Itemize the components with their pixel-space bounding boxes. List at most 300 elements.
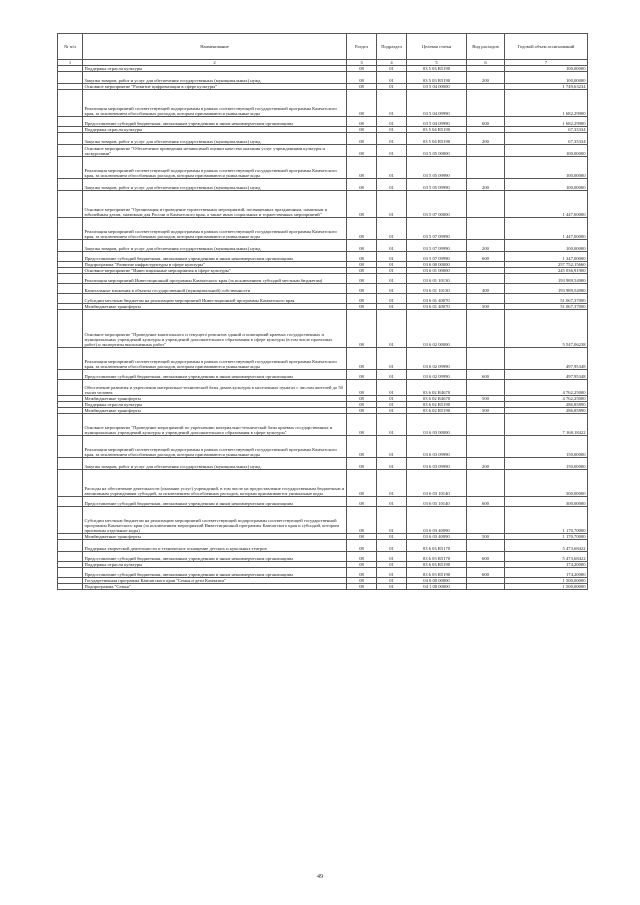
row-target-article-cell: 03 6 03 10140: [407, 470, 467, 497]
row-amount-cell: 1 682,29900: [505, 90, 588, 117]
column-index: 7: [505, 60, 588, 66]
row-number-cell: [58, 294, 83, 304]
row-amount-cell: 174,20000: [505, 568, 588, 578]
row-subsection-cell: 01: [377, 117, 407, 127]
row-subsection-cell: 01: [377, 310, 407, 348]
row-section-cell: 08: [347, 507, 377, 534]
row-target-article-cell: 03 6 02 09990: [407, 348, 467, 370]
row-amount-cell: 245 036,91900: [505, 268, 588, 274]
row-name-cell: Основное мероприятие "Развитие цифровизации в сфере культуры": [83, 84, 347, 90]
table-row: [58, 380, 588, 396]
row-name-cell: Предоставление субсидий бюджетным, автономным учреждениям и иным некоммерческим организациям: [83, 497, 347, 507]
row-number-cell: [58, 458, 83, 470]
table-row: [58, 72, 588, 84]
row-expense-type-cell: [467, 414, 505, 436]
row-subsection-cell: 01: [377, 540, 407, 552]
row-section-cell: 08: [347, 370, 377, 380]
row-amount-cell: 1 447,00000: [505, 191, 588, 218]
row-section-cell: 08: [347, 578, 377, 584]
row-amount-cell: 150,00000: [505, 436, 588, 458]
row-subsection-cell: 01: [377, 133, 407, 145]
row-target-article-cell: 03 5 05 09990: [407, 157, 467, 179]
row-number-cell: [58, 568, 83, 578]
row-number-cell: [58, 497, 83, 507]
row-target-article-cell: 03 6 02 R4670: [407, 396, 467, 402]
row-subsection-cell: 01: [377, 304, 407, 310]
row-subsection-cell: 01: [377, 284, 407, 294]
table-row: [58, 436, 588, 458]
row-subsection-cell: 01: [377, 84, 407, 90]
column-header-expense-type: Вид расходов: [467, 34, 505, 60]
row-expense-type-cell: 200: [467, 72, 505, 84]
table-row: [58, 552, 588, 562]
row-amount-cell: 100,00000: [505, 240, 588, 252]
row-section-cell: 08: [347, 396, 377, 402]
row-name-cell: Расходы на обеспечение деятельности (оказание услуг) учреждений, в том числе на предоставление государственным бюджетным и автономным учреждениям субсидий, за исключением обособленных расходов, которым присваиваются уникальные коды: [83, 470, 347, 497]
row-expense-type-cell: [467, 470, 505, 497]
row-number-cell: [58, 179, 83, 191]
table-row: [58, 117, 588, 127]
row-subsection-cell: 01: [377, 274, 407, 284]
row-subsection-cell: 01: [377, 402, 407, 408]
row-section-cell: 08: [347, 304, 377, 310]
row-subsection-cell: 01: [377, 414, 407, 436]
row-target-article-cell: 03 6 03 09990: [407, 436, 467, 458]
row-target-article-cell: 03 5 07 00000: [407, 191, 467, 218]
row-amount-cell: 1 749,63234: [505, 84, 588, 90]
row-number-cell: [58, 552, 83, 562]
row-number-cell: [58, 284, 83, 294]
row-expense-type-cell: [467, 310, 505, 348]
row-amount-cell: 300,00000: [505, 497, 588, 507]
row-subsection-cell: 01: [377, 348, 407, 370]
row-section-cell: 08: [347, 72, 377, 84]
row-name-cell: Государственная программа Камчатского края "Семья и дети Камчатки": [83, 578, 347, 584]
row-expense-type-cell: [467, 191, 505, 218]
row-amount-cell: 1 500,00000: [505, 578, 588, 584]
row-subsection-cell: 01: [377, 72, 407, 84]
row-expense-type-cell: [467, 157, 505, 179]
row-subsection-cell: 01: [377, 534, 407, 540]
row-section-cell: 08: [347, 568, 377, 578]
row-subsection-cell: 01: [377, 252, 407, 262]
column-index: 3: [347, 60, 377, 66]
row-section-cell: 08: [347, 90, 377, 117]
row-number-cell: [58, 370, 83, 380]
row-section-cell: 08: [347, 127, 377, 133]
row-name-cell: Поддержка отрасли культуры: [83, 402, 347, 408]
row-target-article-cell: 03 6 01 10130: [407, 284, 467, 294]
row-subsection-cell: 01: [377, 240, 407, 252]
row-section-cell: 08: [347, 218, 377, 240]
table-row: [58, 284, 588, 294]
row-expense-type-cell: 600: [467, 552, 505, 562]
row-target-article-cell: 03 6 01 40070: [407, 304, 467, 310]
table-body: [58, 66, 588, 590]
row-target-article-cell: 03 6 01 00000: [407, 268, 467, 274]
table-row: [58, 240, 588, 252]
row-name-cell: Поддержка отрасли культуры: [83, 66, 347, 72]
row-target-article-cell: 03 6 02 00000: [407, 310, 467, 348]
row-target-article-cell: 03 6 03 10140: [407, 497, 467, 507]
table-row: [58, 90, 588, 117]
row-expense-type-cell: 600: [467, 117, 505, 127]
row-section-cell: 08: [347, 268, 377, 274]
row-target-article-cell: 03 5 03 R5190: [407, 72, 467, 84]
row-section-cell: 08: [347, 145, 377, 157]
row-amount-cell: 1 682,29900: [505, 117, 588, 127]
row-expense-type-cell: 600: [467, 370, 505, 380]
row-target-article-cell: 03 6 02 R4670: [407, 380, 467, 396]
row-number-cell: [58, 470, 83, 497]
row-number-cell: [58, 72, 83, 84]
row-number-cell: [58, 414, 83, 436]
table-header-row: [58, 34, 588, 60]
row-section-cell: 08: [347, 402, 377, 408]
row-section-cell: 08: [347, 534, 377, 540]
table-row: [58, 157, 588, 179]
row-number-cell: [58, 191, 83, 218]
row-expense-type-cell: [467, 294, 505, 304]
row-expense-type-cell: 600: [467, 497, 505, 507]
row-amount-cell: 1 447,00000: [505, 218, 588, 240]
row-expense-type-cell: [467, 90, 505, 117]
row-subsection-cell: 01: [377, 127, 407, 133]
column-header-subsection: Подраздел: [377, 34, 407, 60]
table-row: [58, 568, 588, 578]
row-target-article-cell: 03 5 04 09990: [407, 117, 467, 127]
column-header-section: Раздел: [347, 34, 377, 60]
row-name-cell: Реализация мероприятий соответствующей подпрограммы в рамках соответствующей государственной программы Камчатского края, за исключением обособленных расходов, которым присваиваются уникальные коды: [83, 90, 347, 117]
row-amount-cell: 67,33334: [505, 127, 588, 133]
row-expense-type-cell: [467, 348, 505, 370]
row-subsection-cell: 01: [377, 380, 407, 396]
row-name-cell: Поддержка отрасли культуры: [83, 562, 347, 568]
row-amount-cell: 4 762,25000: [505, 380, 588, 396]
row-number-cell: [58, 157, 83, 179]
row-expense-type-cell: 600: [467, 252, 505, 262]
row-section-cell: 08: [347, 497, 377, 507]
row-subsection-cell: 01: [377, 90, 407, 117]
row-name-cell: Подпрограмма "Семья": [83, 584, 347, 590]
row-section-cell: 08: [347, 584, 377, 590]
row-subsection-cell: 01: [377, 396, 407, 402]
column-header-target-article: Целевая статья: [407, 34, 467, 60]
row-expense-type-cell: [467, 436, 505, 458]
row-name-cell: Поддержка отрасли культуры: [83, 127, 347, 133]
row-subsection-cell: 01: [377, 497, 407, 507]
row-target-article-cell: 03 5 07 09990: [407, 252, 467, 262]
row-name-cell: Основное мероприятие "Обеспечение проведения независимой оценки качества оказания услуг учреждениями культуры и экскурсиями": [83, 145, 347, 157]
row-name-cell: Реализация мероприятий соответствующей подпрограммы в рамках соответствующей государственной программы Камчатского края, за исключением обособленных расходов, которым присваиваются уникальные коды: [83, 218, 347, 240]
row-expense-type-cell: 200: [467, 133, 505, 145]
row-number-cell: [58, 274, 83, 284]
row-expense-type-cell: 600: [467, 568, 505, 578]
column-index: 1: [58, 60, 83, 66]
table-row: [58, 191, 588, 218]
row-expense-type-cell: [467, 145, 505, 157]
row-name-cell: Подпрограмма "Развитие инфраструктуры в сфере культуры": [83, 262, 347, 268]
table-row: [58, 310, 588, 348]
row-amount-cell: 497,95348: [505, 370, 588, 380]
row-number-cell: [58, 218, 83, 240]
row-section-cell: 08: [347, 294, 377, 304]
row-amount-cell: 286,85890: [505, 408, 588, 414]
column-header-number: № п/п: [58, 34, 83, 60]
row-subsection-cell: 01: [377, 370, 407, 380]
row-target-article-cell: 03 6 01 10130: [407, 274, 467, 284]
table-row: [58, 145, 588, 157]
row-expense-type-cell: 500: [467, 396, 505, 402]
row-section-cell: 08: [347, 436, 377, 458]
row-expense-type-cell: [467, 507, 505, 534]
row-name-cell: Межбюджетные трансферты: [83, 304, 347, 310]
budget-table: [57, 33, 588, 590]
row-subsection-cell: 01: [377, 470, 407, 497]
row-subsection-cell: 01: [377, 562, 407, 568]
row-name-cell: Закупка товаров, работ и услуг для обеспечения государственных (муниципальных) нужд: [83, 72, 347, 84]
table-row: [58, 507, 588, 534]
row-target-article-cell: 03 5 03 R5190: [407, 66, 467, 72]
row-number-cell: [58, 380, 83, 396]
row-subsection-cell: 01: [377, 218, 407, 240]
row-subsection-cell: 01: [377, 268, 407, 274]
row-name-cell: Предоставление субсидий бюджетным, автономным учреждениям и иным некоммерческим организациям: [83, 552, 347, 562]
row-name-cell: Реализация мероприятий соответствующей подпрограммы в рамках соответствующей государственной программы Камчатского края, за исключением обособленных расходов, которым присваиваются уникальные коды: [83, 348, 347, 370]
row-section-cell: 08: [347, 191, 377, 218]
row-subsection-cell: 01: [377, 436, 407, 458]
row-name-cell: Закупка товаров, работ и услуг для обеспечения государственных (муниципальных) нужд: [83, 240, 347, 252]
row-expense-type-cell: [467, 274, 505, 284]
row-name-cell: Основное мероприятие "Проведение капитального и текущего ремонтов зданий и помещений краевых государственных и муниципальных учреждений культуры и учреждений дополнительного образования в сфере культуры (в том числе проектных работ) и экспертизы выполненных работ": [83, 310, 347, 348]
row-number-cell: [58, 310, 83, 348]
row-expense-type-cell: 500: [467, 534, 505, 540]
row-name-cell: Основное мероприятие "Проведение мероприятий по укреплению материально-технической базы краевых государственных и муниципальных учреждений культуры и учреждений дополнительного образования в сфере культуры": [83, 414, 347, 436]
table-row: [58, 179, 588, 191]
page-number: 49: [317, 874, 323, 880]
row-number-cell: [58, 240, 83, 252]
row-amount-cell: 100,00000: [505, 72, 588, 84]
row-expense-type-cell: 500: [467, 304, 505, 310]
row-name-cell: Капитальные вложения в объекты государственной (муниципальной) собственности: [83, 284, 347, 294]
row-section-cell: 08: [347, 284, 377, 294]
row-name-cell: Закупка товаров, работ и услуг для обеспечения государственных (муниципальных) нужд: [83, 179, 347, 191]
column-header-annual-amount: Годовой объем ассигнований: [505, 34, 588, 60]
row-target-article-cell: 03 6 03 40090: [407, 507, 467, 534]
row-amount-cell: 1 500,00000: [505, 584, 588, 590]
row-amount-cell: 193 989,54900: [505, 274, 588, 284]
row-target-article-cell: 03 6 02 09990: [407, 370, 467, 380]
row-subsection-cell: 01: [377, 584, 407, 590]
row-number-cell: [58, 145, 83, 157]
row-section-cell: 08: [347, 414, 377, 436]
row-target-article-cell: 03 5 04 09990: [407, 90, 467, 117]
row-number-cell: [58, 90, 83, 117]
row-amount-cell: 7 168,18422: [505, 414, 588, 436]
row-expense-type-cell: 400: [467, 284, 505, 294]
row-number-cell: [58, 348, 83, 370]
table-row: [58, 470, 588, 497]
row-expense-type-cell: 200: [467, 458, 505, 470]
row-number-cell: [58, 252, 83, 262]
row-amount-cell: 300,00000: [505, 470, 588, 497]
row-name-cell: Основное мероприятие "Организация и проведение торжественных мероприятий, посвященных праздничным, памятным и юбилейным датам, значимым для России и Камчатского края, а также иных социальных и торжественных мероприятий": [83, 191, 347, 218]
table-row: [58, 252, 588, 262]
row-section-cell: 08: [347, 552, 377, 562]
table-row: [58, 133, 588, 145]
row-section-cell: 08: [347, 470, 377, 497]
row-amount-cell: 4 762,25000: [505, 396, 588, 402]
row-subsection-cell: 01: [377, 294, 407, 304]
row-section-cell: 08: [347, 274, 377, 284]
row-subsection-cell: 01: [377, 552, 407, 562]
row-section-cell: 08: [347, 84, 377, 90]
row-expense-type-cell: 200: [467, 240, 505, 252]
row-subsection-cell: 01: [377, 568, 407, 578]
row-number-cell: [58, 584, 83, 590]
row-subsection-cell: 01: [377, 157, 407, 179]
row-target-article-cell: 03 5 04 R5190: [407, 133, 467, 145]
row-subsection-cell: 01: [377, 145, 407, 157]
row-amount-cell: 5 547,06238: [505, 310, 588, 348]
column-index: 4: [377, 60, 407, 66]
row-name-cell: Поддержка творческой деятельности и техническое оснащение детских и кукольных театров: [83, 540, 347, 552]
row-target-article-cell: 04 0 00 00000: [407, 578, 467, 584]
row-subsection-cell: 01: [377, 578, 407, 584]
row-amount-cell: 100,00000: [505, 66, 588, 72]
row-section-cell: 08: [347, 179, 377, 191]
row-amount-cell: 286,85890: [505, 402, 588, 408]
column-header-name: Наименование: [83, 34, 347, 60]
column-index: 2: [83, 60, 347, 66]
row-target-article-cell: 03 6 00 00000: [407, 262, 467, 268]
row-name-cell: Закупка товаров, работ и услуг для обеспечения государственных (муниципальных) нужд: [83, 133, 347, 145]
row-amount-cell: 100,00000: [505, 179, 588, 191]
row-amount-cell: 5 473,68422: [505, 540, 588, 552]
table-row: [58, 414, 588, 436]
table-row: [58, 458, 588, 470]
row-section-cell: 08: [347, 310, 377, 348]
row-section-cell: 08: [347, 262, 377, 268]
row-name-cell: Предоставление субсидий бюджетным, автономным учреждениям и иным некоммерческим организациям: [83, 252, 347, 262]
row-section-cell: 08: [347, 458, 377, 470]
row-name-cell: Реализация мероприятий соответствующей подпрограммы в рамках соответствующей государственной программы Камчатского края, за исключением обособленных расходов, которым присваиваются уникальные коды: [83, 436, 347, 458]
row-target-article-cell: 04 1 00 00000: [407, 584, 467, 590]
row-target-article-cell: 03 5 07 09990: [407, 240, 467, 252]
row-name-cell: Межбюджетные трансферты: [83, 534, 347, 540]
row-section-cell: 08: [347, 66, 377, 72]
row-target-article-cell: 03 5 04 R5190: [407, 127, 467, 133]
row-expense-type-cell: [467, 218, 505, 240]
row-amount-cell: 174,20000: [505, 562, 588, 568]
row-name-cell: Межбюджетные трансферты: [83, 396, 347, 402]
row-section-cell: 08: [347, 380, 377, 396]
row-name-cell: Предоставление субсидий бюджетным, автономным учреждениям и иным некоммерческим организациям: [83, 370, 347, 380]
row-name-cell: Обеспечение развития и укрепления материально-технической базы домов культуры в населенных пунктах с числом жителей до 50 тысяч человек: [83, 380, 347, 396]
row-target-article-cell: 03 6 03 R5170: [407, 540, 467, 552]
row-target-article-cell: 03 6 03 R5190: [407, 568, 467, 578]
row-subsection-cell: 01: [377, 458, 407, 470]
row-target-article-cell: 03 5 04 00000: [407, 84, 467, 90]
row-expense-type-cell: [467, 540, 505, 552]
row-expense-type-cell: [467, 380, 505, 396]
row-subsection-cell: 01: [377, 408, 407, 414]
row-section-cell: 08: [347, 133, 377, 145]
table-row: [58, 540, 588, 552]
row-target-article-cell: 03 6 03 00000: [407, 414, 467, 436]
row-amount-cell: 100,00000: [505, 157, 588, 179]
row-subsection-cell: 01: [377, 262, 407, 268]
row-amount-cell: 51 067,37000: [505, 304, 588, 310]
row-target-article-cell: 03 6 03 R5190: [407, 562, 467, 568]
row-target-article-cell: 03 6 02 R5190: [407, 402, 467, 408]
row-section-cell: 08: [347, 408, 377, 414]
row-name-cell: Реализация мероприятий соответствующей подпрограммы в рамках соответствующей государственной программы Камчатского края, за исключением обособленных расходов, которым присваиваются уникальные коды: [83, 157, 347, 179]
row-target-article-cell: 03 6 02 R5190: [407, 408, 467, 414]
row-expense-type-cell: 500: [467, 408, 505, 414]
row-section-cell: 08: [347, 348, 377, 370]
row-name-cell: Субсидии местным бюджетам на реализацию мероприятий соответствующей подпрограммы соответствующей государственной программы Камчатского края (за исключением мероприятий Инвестиционной программы Камчатского края и субсидий, которым присвоены отдельные коды): [83, 507, 347, 534]
row-amount-cell: 1 170,70000: [505, 507, 588, 534]
table-row: [58, 294, 588, 304]
row-amount-cell: 100,00000: [505, 145, 588, 157]
column-index: 6: [467, 60, 505, 66]
table-row: [58, 348, 588, 370]
row-target-article-cell: 03 6 03 R5170: [407, 552, 467, 562]
row-target-article-cell: 03 6 01 40070: [407, 294, 467, 304]
row-section-cell: 08: [347, 562, 377, 568]
column-index: 5: [407, 60, 467, 66]
row-section-cell: 08: [347, 157, 377, 179]
row-name-cell: Закупка товаров, работ и услуг для обеспечения государственных (муниципальных) нужд: [83, 458, 347, 470]
row-amount-cell: 1 170,70000: [505, 534, 588, 540]
row-number-cell: [58, 436, 83, 458]
row-amount-cell: 150,00000: [505, 458, 588, 470]
row-subsection-cell: 01: [377, 507, 407, 534]
row-name-cell: Предоставление субсидий бюджетным, автономным учреждениям и иным некоммерческим организациям: [83, 568, 347, 578]
table-row: [58, 497, 588, 507]
row-expense-type-cell: 200: [467, 179, 505, 191]
row-name-cell: Межбюджетные трансферты: [83, 408, 347, 414]
row-target-article-cell: 03 5 05 00000: [407, 145, 467, 157]
table-row: [58, 370, 588, 380]
row-target-article-cell: 03 6 03 09990: [407, 458, 467, 470]
row-number-cell: [58, 117, 83, 127]
table-row: [58, 274, 588, 284]
row-name-cell: Реализация мероприятий Инвестиционной программы Камчатского края (за исключением субсидий местным бюджетам): [83, 274, 347, 284]
row-amount-cell: 67,33334: [505, 133, 588, 145]
row-target-article-cell: 03 5 07 09990: [407, 218, 467, 240]
row-amount-cell: 257 752,15660: [505, 262, 588, 268]
row-amount-cell: 497,95348: [505, 348, 588, 370]
table-row: [58, 218, 588, 240]
row-section-cell: 08: [347, 240, 377, 252]
row-subsection-cell: 01: [377, 66, 407, 72]
row-name-cell: Субсидии местным бюджетам на реализацию мероприятий Инвестиционной программы Камчатского края: [83, 294, 347, 304]
row-target-article-cell: 03 5 05 09990: [407, 179, 467, 191]
row-amount-cell: 193 989,54900: [505, 284, 588, 294]
row-number-cell: [58, 540, 83, 552]
row-target-article-cell: 03 6 03 40090: [407, 534, 467, 540]
row-name-cell: Предоставление субсидий бюджетным, автономным учреждениям и иным некоммерческим организациям: [83, 117, 347, 127]
row-number-cell: [58, 133, 83, 145]
row-section-cell: 08: [347, 252, 377, 262]
row-subsection-cell: 01: [377, 179, 407, 191]
row-section-cell: 08: [347, 117, 377, 127]
row-amount-cell: 1 347,00000: [505, 252, 588, 262]
row-name-cell: Основное мероприятие "Инвестиционные мероприятия в сфере культуры": [83, 268, 347, 274]
row-section-cell: 08: [347, 540, 377, 552]
